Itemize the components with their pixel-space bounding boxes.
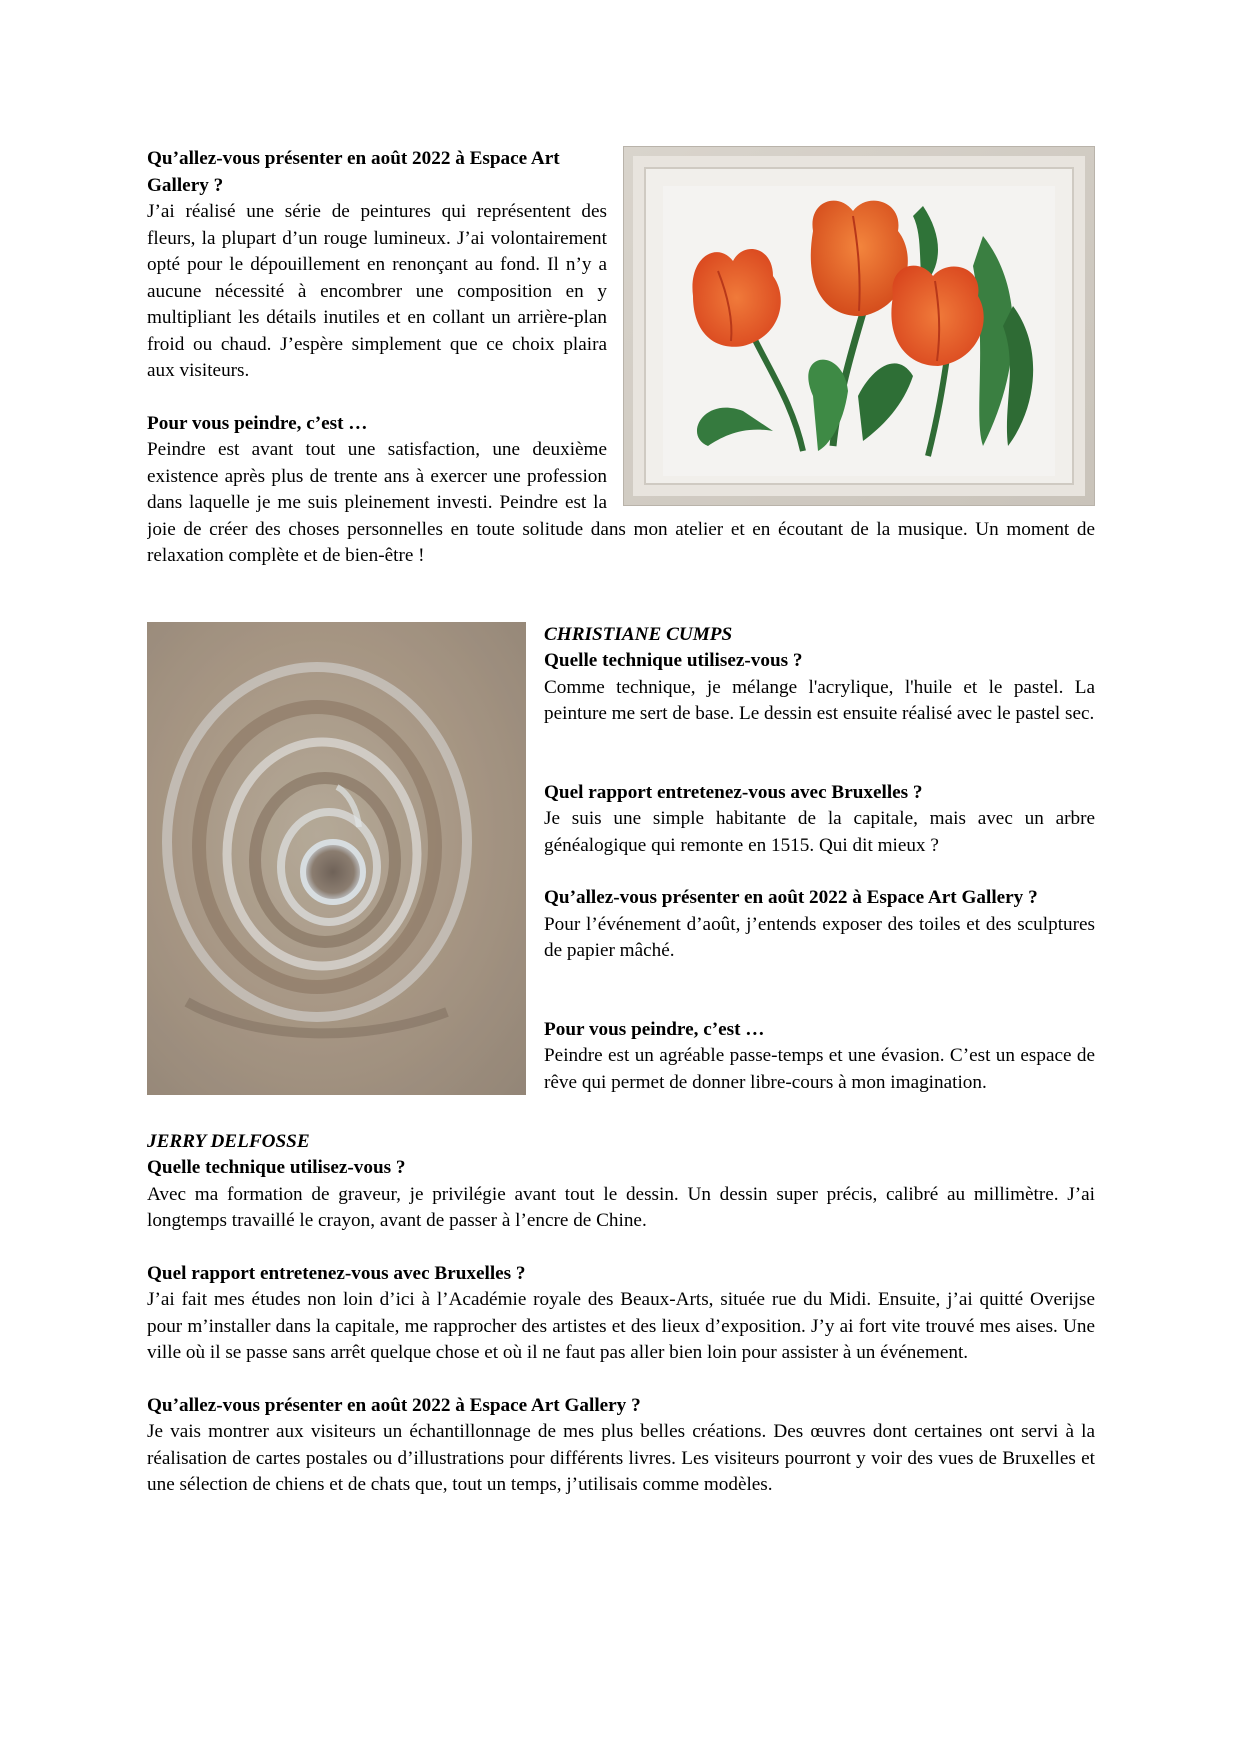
tulip-painting-image <box>623 146 1095 506</box>
answer-text: Avec ma formation de graveur, je privilégie avant tout le dessin. Un dessin super précis, calibré au millimètre. J’ai longtemps travaillé le crayon, avant de passer à l’encre de Chine. <box>147 1183 1095 1231</box>
answer-text: J’ai réalisé une série de peintures qui représentent des fleurs, la plupart d’un rouge lumineux. J’ai volontairement opté pour le dépouillement en renonçant au fond. Il n’y a aucune nécessité à encombrer une composition en y multipliant les détails inutiles et en collant un arrière-plan froid ou chaud. J’espère simplement que ce choix plaira aux visiteurs. <box>147 201 607 381</box>
answer-text: Je vais montrer aux visiteurs un échantillonnage de mes plus belles créations. Des œuvres dont certaines ont servi à la réalisation de cartes postales ou d’illustrations pour différents livres. Les visiteurs pourront y voir des vues de Bruxelles et une sélection de chiens et de chats que, tout un temps, j’utilisais comme modèles. <box>147 1421 1095 1495</box>
answer-text: Je suis une simple habitante de la capitale, mais avec un arbre généalogique qui remonte en 1515. Qui dit mieux ? <box>544 808 1095 856</box>
question-heading: Qu’allez-vous présenter en août 2022 à Espace Art Gallery ? <box>147 148 560 196</box>
question-heading: Pour vous peindre, c’est … <box>147 412 368 434</box>
spiral-painting-svg <box>147 622 526 1095</box>
question-heading: Quel rapport entretenez-vous avec Bruxelles ? <box>544 781 923 803</box>
question-heading: Qu’allez-vous présenter en août 2022 à Espace Art Gallery ? <box>147 1394 641 1416</box>
question-heading: Quelle technique utilisez-vous ? <box>544 650 803 671</box>
section-christiane-cumps <box>147 622 1095 1103</box>
question-heading: Quelle technique utilisez-vous ? <box>147 1157 406 1178</box>
section-jerry-delfosse <box>147 1129 1095 1499</box>
question-heading: Qu’allez-vous présenter en août 2022 à Espace Art Gallery ? <box>544 887 1038 908</box>
question-heading: Quel rapport entretenez-vous avec Bruxelles ? <box>147 1262 526 1284</box>
artist-name: CHRISTIANE CUMPS <box>544 623 733 645</box>
question-heading: Pour vous peindre, c’est … <box>544 1018 765 1040</box>
tulip-painting-svg <box>623 146 1095 506</box>
answer-text: Comme technique, je mélange l'acrylique, l'huile et le pastel. La peinture me sert de base. Le dessin est ensuite réalisé avec le pastel sec. <box>544 676 1095 724</box>
answer-text: J’ai fait mes études non loin d’ici à l’Académie royale des Beaux-Arts, située rue du Midi. Ensuite, j’ai quitté Overijse pour m’installer dans la capitale, me rapprocher des artistes et des lieux d’exposition. J’y ai fort vite trouvé mes aises. Une ville où il se passe sans arrêt quelque chose et où il ne faut pas aller bien loin pour assister à un événement. <box>147 1289 1095 1363</box>
answer-text: Peindre est un agréable passe-temps et une évasion. C’est un espace de rêve qui permet de donner libre-cours à mon imagination. <box>544 1045 1095 1093</box>
section-first-artist <box>147 146 1095 570</box>
answer-text: Pour l’événement d’août, j’entends exposer des toiles et des sculptures de papier mâché. <box>544 913 1095 961</box>
document-page <box>147 146 1095 1499</box>
answer-text: Peindre est avant tout une satisfaction, une deuxième existence après plus de trente ans à exercer une profession dans laquelle je me suis pleinement investi. Peindre est la joie de créer des choses personnelles en toute solitude dans mon atelier et en écoutant de la musique. Un moment de relaxation complète et de bien-être ! <box>147 439 1095 566</box>
artist-name: JERRY DELFOSSE <box>147 1130 310 1152</box>
spiral-painting-image <box>147 622 526 1095</box>
